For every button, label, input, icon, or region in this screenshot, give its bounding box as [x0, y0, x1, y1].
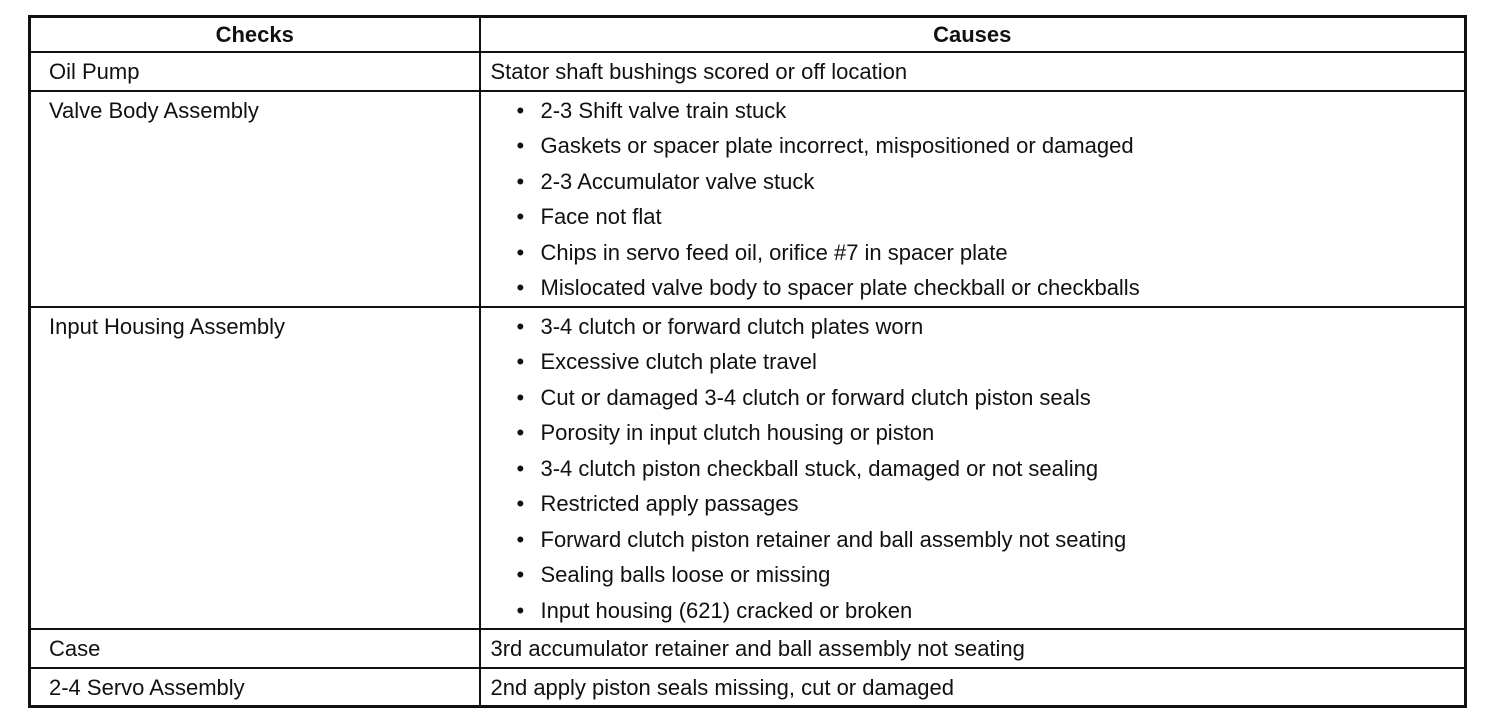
- list-item: [491, 593, 1465, 629]
- checks-column-header: Checks: [30, 17, 480, 53]
- cause-text: Chips in servo feed oil, orifice #7 in spacer plate: [540, 239, 1008, 265]
- bullet-icon: •: [516, 455, 525, 481]
- bullet-icon: •: [516, 204, 525, 229]
- cause-text: 2-3 Accumulator valve stuck: [540, 168, 815, 194]
- check-cell: 2-4 Servo Assembly: [30, 668, 480, 707]
- cause-text: Input housing (621) cracked or broken: [540, 597, 913, 623]
- cause-text: Mislocated valve body to spacer plate checkball or checkballs: [540, 275, 1140, 300]
- cause-list: [491, 309, 1465, 629]
- cause-cell: [480, 307, 1466, 630]
- bullet-icon: •: [516, 526, 525, 552]
- cause-cell: 2nd apply piston seals missing, cut or damaged: [480, 668, 1466, 707]
- bullet-icon: •: [516, 562, 525, 587]
- cause-text: Face not flat: [540, 204, 662, 229]
- check-cell: Input Housing Assembly: [30, 307, 480, 630]
- table-row: [30, 91, 1466, 307]
- cause-list: [491, 93, 1465, 306]
- bullet-icon: •: [516, 349, 525, 374]
- check-cell: Case: [30, 629, 480, 668]
- cause-text: Gaskets or spacer plate incorrect, mispositioned or damaged: [540, 133, 1134, 158]
- bullet-icon: •: [516, 313, 525, 339]
- bullet-icon: •: [516, 97, 525, 123]
- list-item: [491, 415, 1465, 451]
- list-item: [491, 451, 1465, 487]
- list-item: [491, 309, 1465, 345]
- cause-text: 3-4 clutch or forward clutch plates worn: [540, 313, 924, 339]
- list-item: [491, 93, 1465, 129]
- bullet-icon: •: [516, 168, 525, 194]
- cause-text: Cut or damaged 3-4 clutch or forward clutch piston seals: [540, 384, 1091, 410]
- cause-text: Excessive clutch plate travel: [540, 349, 817, 374]
- check-cell: Oil Pump: [30, 52, 480, 91]
- cause-cell: [480, 91, 1466, 307]
- table-row: [30, 307, 1466, 630]
- list-item: [491, 270, 1465, 306]
- cause-cell: 3rd accumulator retainer and ball assembly not seating: [480, 629, 1466, 668]
- bullet-icon: •: [516, 275, 525, 300]
- check-cell: Valve Body Assembly: [30, 91, 480, 307]
- list-item: [491, 164, 1465, 200]
- list-item: [491, 380, 1465, 416]
- list-item: [491, 235, 1465, 271]
- cause-cell: Stator shaft bushings scored or off location: [480, 52, 1466, 91]
- table-row: [30, 629, 1466, 668]
- bullet-icon: •: [516, 133, 525, 158]
- list-item: [491, 199, 1465, 235]
- cause-text: Sealing balls loose or missing: [540, 562, 831, 587]
- list-item: [491, 557, 1465, 593]
- cause-text: Forward clutch piston retainer and ball assembly not seating: [540, 526, 1127, 552]
- checks-causes-table: [28, 15, 1467, 708]
- bullet-icon: •: [516, 597, 525, 623]
- table-row: [30, 52, 1466, 91]
- table-row: [30, 668, 1466, 707]
- bullet-icon: •: [516, 384, 525, 410]
- cause-text: Porosity in input clutch housing or piston: [540, 420, 935, 445]
- list-item: [491, 522, 1465, 558]
- bullet-icon: •: [516, 239, 525, 265]
- list-item: [491, 486, 1465, 522]
- bullet-icon: •: [516, 491, 525, 516]
- causes-column-header: Causes: [480, 17, 1466, 53]
- list-item: [491, 344, 1465, 380]
- list-item: [491, 128, 1465, 164]
- header-row: [30, 17, 1466, 53]
- cause-text: Restricted apply passages: [540, 491, 799, 516]
- bullet-icon: •: [516, 420, 525, 445]
- cause-text: 2-3 Shift valve train stuck: [540, 97, 787, 123]
- cause-text: 3-4 clutch piston checkball stuck, damaged or not sealing: [540, 455, 1099, 481]
